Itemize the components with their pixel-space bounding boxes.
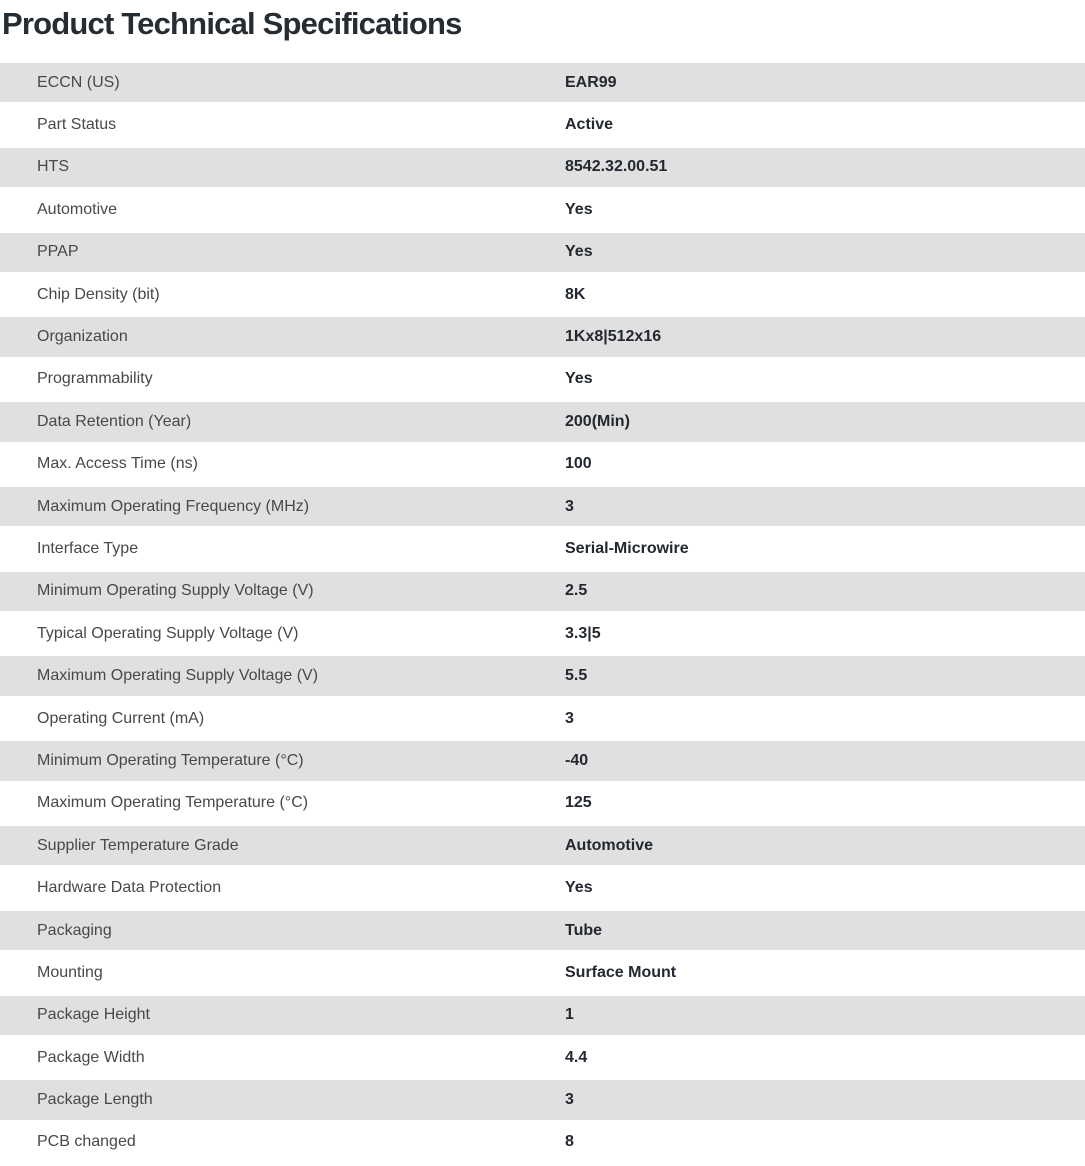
spec-value: 4.4	[565, 1049, 588, 1066]
spec-row	[0, 741, 1085, 783]
spec-value: 2.5	[565, 583, 588, 600]
spec-value: 3	[565, 498, 574, 515]
spec-row	[0, 868, 1085, 910]
spec-value: 5.5	[565, 668, 588, 685]
spec-label: Packaging	[37, 922, 112, 939]
spec-value: Yes	[565, 880, 593, 897]
spec-row	[0, 487, 1085, 529]
spec-value: Yes	[565, 371, 593, 388]
spec-table	[0, 63, 1085, 1165]
spec-label: Maximum Operating Supply Voltage (V)	[37, 668, 319, 685]
spec-value: 3.3|5	[565, 625, 601, 642]
spec-value: 8	[565, 1134, 574, 1151]
spec-row	[0, 148, 1085, 190]
spec-label: Package Height	[37, 1007, 150, 1024]
spec-label: PCB changed	[37, 1134, 136, 1151]
spec-label: Package Width	[37, 1049, 145, 1066]
spec-value: 1	[565, 1007, 574, 1024]
spec-row	[0, 996, 1085, 1038]
spec-value: 8K	[565, 286, 586, 303]
spec-value: Active	[565, 117, 614, 134]
spec-row	[0, 445, 1085, 487]
spec-label: Automotive	[37, 201, 118, 218]
spec-value: 100	[565, 456, 592, 473]
spec-row	[0, 317, 1085, 359]
spec-label: Maximum Operating Frequency (MHz)	[37, 498, 310, 515]
spec-row	[0, 826, 1085, 868]
spec-row	[0, 190, 1085, 232]
spec-row	[0, 1123, 1085, 1165]
spec-value: Serial-Microwire	[565, 540, 689, 557]
spec-label: Mounting	[37, 964, 103, 981]
spec-label: Organization	[37, 329, 128, 346]
spec-row	[0, 63, 1085, 105]
spec-row	[0, 784, 1085, 826]
spec-label: Maximum Operating Temperature (°C)	[37, 795, 309, 812]
spec-row	[0, 105, 1085, 147]
spec-value: Surface Mount	[565, 964, 677, 981]
spec-row	[0, 572, 1085, 614]
spec-value: Yes	[565, 244, 593, 261]
spec-value: Yes	[565, 201, 593, 218]
spec-label: Typical Operating Supply Voltage (V)	[37, 625, 299, 642]
spec-label: Interface Type	[37, 540, 139, 557]
spec-label: PPAP	[37, 244, 79, 261]
spec-label: Minimum Operating Temperature (°C)	[37, 752, 304, 769]
spec-label: Data Retention (Year)	[37, 413, 192, 430]
spec-row	[0, 275, 1085, 317]
spec-row	[0, 529, 1085, 571]
spec-row	[0, 402, 1085, 444]
spec-row	[0, 1080, 1085, 1122]
spec-row	[0, 233, 1085, 275]
spec-row	[0, 360, 1085, 402]
spec-value: 3	[565, 710, 574, 727]
spec-row	[0, 656, 1085, 698]
spec-row	[0, 614, 1085, 656]
spec-value: 8542.32.00.51	[565, 159, 668, 176]
spec-row	[0, 1038, 1085, 1080]
spec-label: HTS	[37, 159, 69, 176]
spec-label: Operating Current (mA)	[37, 710, 205, 727]
spec-label: Chip Density (bit)	[37, 286, 160, 303]
spec-value: Tube	[565, 922, 603, 939]
spec-value: 3	[565, 1092, 574, 1109]
spec-value: -40	[565, 752, 589, 769]
spec-row	[0, 699, 1085, 741]
spec-value: Automotive	[565, 837, 653, 854]
spec-label: Package Length	[37, 1092, 153, 1109]
spec-label: Programmability	[37, 371, 153, 388]
spec-row	[0, 953, 1085, 995]
spec-label: Part Status	[37, 117, 117, 134]
spec-value: 200(Min)	[565, 413, 630, 430]
spec-label: Supplier Temperature Grade	[37, 837, 239, 854]
spec-value: EAR99	[565, 74, 617, 91]
spec-row	[0, 911, 1085, 953]
spec-value: 1Kx8|512x16	[565, 329, 662, 346]
page-title: Product Technical Specifications	[2, 6, 462, 41]
spec-label: ECCN (US)	[37, 74, 120, 91]
spec-label: Hardware Data Protection	[37, 880, 222, 897]
spec-label: Minimum Operating Supply Voltage (V)	[37, 583, 314, 600]
spec-label: Max. Access Time (ns)	[37, 456, 198, 473]
spec-value: 125	[565, 795, 592, 812]
